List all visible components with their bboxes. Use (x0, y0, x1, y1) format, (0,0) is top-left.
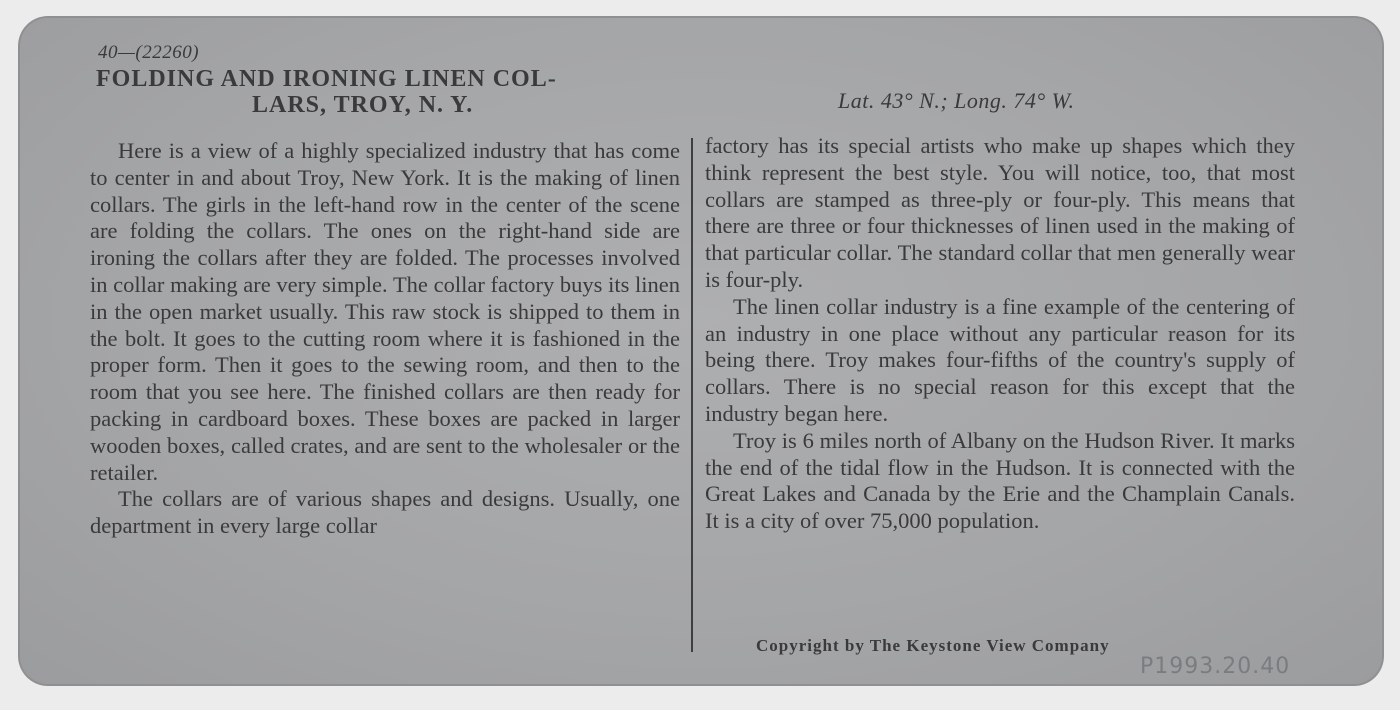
right-paragraph-3: Troy is 6 miles north of Albany on the Hudson River. It marks the end of the tidal flow in the Hudson. It is connected with the Great Lakes and Canada by the Erie and the Champlain Canals. It is a city of over 75,000 population. (705, 427, 1295, 534)
copyright-notice: Copyright by The Keystone View Company (756, 636, 1110, 655)
right-paragraph-2: The linen collar industry is a fine example of the centering of an industry in one place without any particular reason for its being there. Troy makes four-fifths of the country's supply of collars. There is no special reason for this except that the industry began here. (705, 293, 1295, 426)
accession-number: P1993.20.40 (1140, 654, 1291, 679)
left-paragraph-1: Here is a view of a highly specialized industry that has come to center in and about Troy, New York. It is the making of linen collars. The girls in the left-hand row in the center of the scene are folding the collars. The ones on the right-hand side are ironing the collars after they are folded. The processes involved in collar making are very simple. The collar factory buys its linen in the open market usually. This raw stock is shipped to them in the bolt. It goes to the cutting room where it is fashioned in the proper form. Then it goes to the sewing room, and then to the room that you see here. The finished collars are then ready for packing in cardboard boxes. These boxes are packed in larger wooden boxes, called crates, and are sent to the wholesaler or the retailer. (90, 138, 680, 485)
column-divider (691, 138, 693, 652)
left-text-column (90, 138, 680, 540)
stereograph-card-back (18, 16, 1384, 686)
right-paragraph-1: factory has its special artists who make up shapes which they think represent the best style. You will notice, too, that most collars are stamped as three-ply or four-ply. This means that there are three or four thicknesses of linen used in the making of that particular collar. The standard collar that men generally wear is four-ply. (705, 133, 1295, 292)
card-title-line-2: LARS, TROY, N. Y. (252, 92, 474, 118)
catalog-number: 40—(22260) (98, 42, 200, 63)
coordinates: Lat. 43° N.; Long. 74° W. (838, 88, 1075, 113)
card-title-line-1: FOLDING AND IRONING LINEN COL- (96, 66, 557, 92)
right-text-column (705, 133, 1295, 535)
card-title (96, 66, 696, 118)
left-paragraph-2: The collars are of various shapes and designs. Usually, one department in every large collar (90, 486, 680, 539)
